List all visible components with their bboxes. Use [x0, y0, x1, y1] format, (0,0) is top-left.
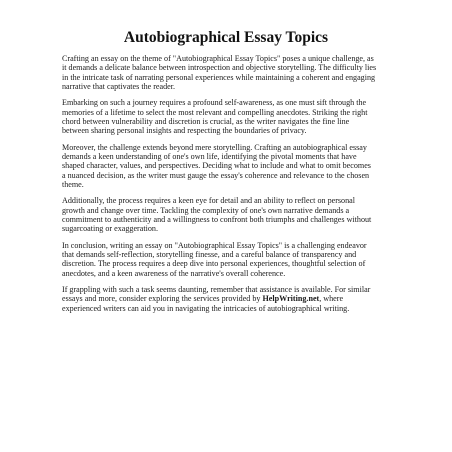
- text-line: chord between vulnerability and discretion is crucial, as the writer navigates the fine line: [62, 116, 350, 126]
- text-line: shaped character, values, and perspectives. Deciding what to include and what to omit becomes: [62, 161, 371, 171]
- text-line: In conclusion, writing an essay on "Autobiographical Essay Topics" is a challenging endeavor: [62, 240, 367, 250]
- text-line: anecdotes, and a keen awareness of the narrative's overall coherence.: [62, 268, 286, 278]
- helpwriting-brand-text: HelpWriting.net: [262, 294, 320, 304]
- paragraph-5: [62, 241, 398, 278]
- text-line: Embarking on such a journey requires a profound self-awareness, as one must sift through the: [62, 98, 367, 108]
- closing-text-before-link: essays and more, consider exploring the services provided by: [62, 294, 263, 304]
- text-line: a nuanced decision, as the writer must gauge the essay's coherence and relevance to the chosen: [62, 170, 370, 180]
- paragraph-4: [62, 196, 398, 233]
- closing-text-after-link: , where: [319, 294, 344, 304]
- text-line: it demands a delicate balance between introspection and objective storytelling. The difficulty lies: [62, 63, 377, 73]
- text-line: commitment to authenticity and a willingness to confront both triumphs and challenges without: [62, 215, 372, 225]
- text-line: discretion. The process requires a deep dive into personal experiences, thoughtful selection of: [62, 259, 366, 269]
- text-line: between sharing personal insights and respecting the boundaries of privacy.: [62, 126, 307, 136]
- text-line: in the intricate task of narrating personal experiences while maintaining a coherent and engaging: [62, 72, 376, 82]
- text-line: experienced writers can aid you in navigating the intricacies of autobiographical writing.: [62, 303, 350, 313]
- text-line: If grappling with such a task seems daunting, remember that assistance is available. For similar: [62, 285, 371, 295]
- text-line: theme.: [62, 179, 84, 189]
- text-line: growth and change over time. Tackling the complexity of one's own narrative demands a: [62, 205, 350, 215]
- document-body: [62, 54, 398, 320]
- text-line: sugarcoating or exaggeration.: [62, 224, 158, 234]
- text-line: Additionally, the process requires a keen eye for detail and an ability to reflect on personal: [62, 196, 355, 206]
- text-line: memories of a lifetime to select the most relevant and compelling anecdotes. Striking the right: [62, 107, 368, 117]
- text-line: narrative that captivates the reader.: [62, 81, 176, 91]
- document-title: Autobiographical Essay Topics: [123, 29, 329, 46]
- text-line: Crafting an essay on the theme of "Autobiographical Essay Topics" poses a unique challenge, as: [62, 54, 374, 63]
- closing-paragraph: [62, 285, 398, 313]
- paragraph-3: [62, 143, 398, 189]
- text-line: Moreover, the challenge extends beyond mere storytelling. Crafting an autobiographical essay: [62, 142, 367, 152]
- text-line: that demands self-reflection, storytelling finesse, and a careful balance of transparency and: [62, 250, 357, 260]
- paragraph-1: [62, 54, 398, 91]
- paragraph-2: [62, 98, 398, 135]
- text-line-with-link: [62, 294, 398, 303]
- text-line: demands a keen understanding of one's own life, identifying the pivotal moments that have: [62, 152, 357, 162]
